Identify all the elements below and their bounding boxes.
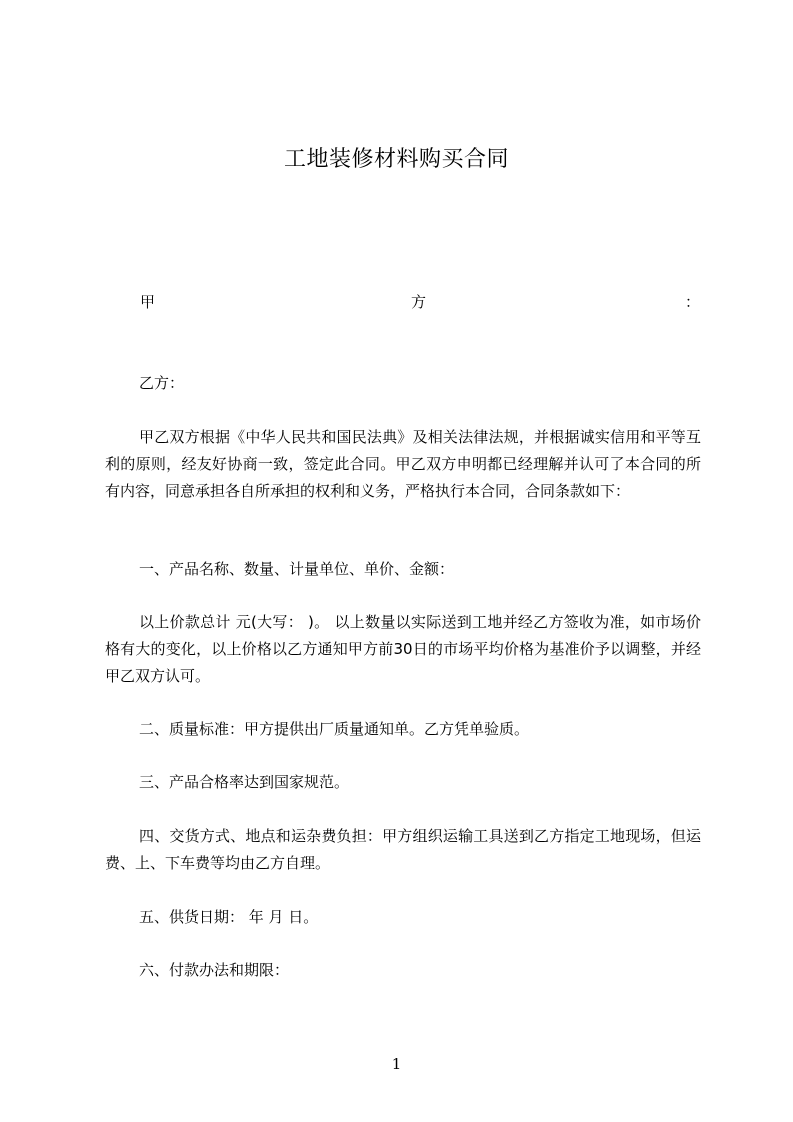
clause-6: 六、付款办法和期限： [139, 961, 290, 979]
party-a-colon: ： [685, 293, 701, 311]
party-a-line [140, 291, 701, 313]
party-a-char-2: 方 [411, 293, 427, 311]
contract-title: 工地装修材料购买合同 [283, 147, 509, 172]
party-a-char-1: 甲 [140, 293, 156, 311]
clause-1: 一、产品名称、数量、计量单位、单价、金额： [139, 560, 455, 578]
party-b-line: 乙方： [139, 374, 185, 392]
page-number: 1 [391, 1055, 402, 1073]
price-paragraph: 以上价款总计 元(大写： )。 以上数量以实际送到工地并经乙方签收为准，如市场价格有大的变化，以上价格以乙方通知甲方前30日的市场平均价格为基准价予以调整，并经甲乙双方认可。 [105, 613, 701, 685]
preamble-paragraph: 甲乙双方根据《中华人民共和国民法典》及相关法律法规，并根据诚实信用和平等互利的原则，经友好协商一致，签定此合同。甲乙双方申明都已经理解并认可了本合同的所有内容，同意承担各自所承担的权利和义务，严格执行本合同，合同条款如下： [105, 428, 701, 500]
clause-5: 五、供货日期： 年 月 日。 [139, 908, 319, 926]
clause-2: 二、质量标准：甲方提供出厂质量通知单。乙方凭单验质。 [139, 720, 530, 738]
clause-4: 四、交货方式、地点和运杂费负担：甲方组织运输工具送到乙方指定工地现场，但运费、上、下车费等均由乙方自理。 [105, 827, 701, 872]
clause-3: 三、产品合格率达到国家规范。 [139, 773, 350, 791]
